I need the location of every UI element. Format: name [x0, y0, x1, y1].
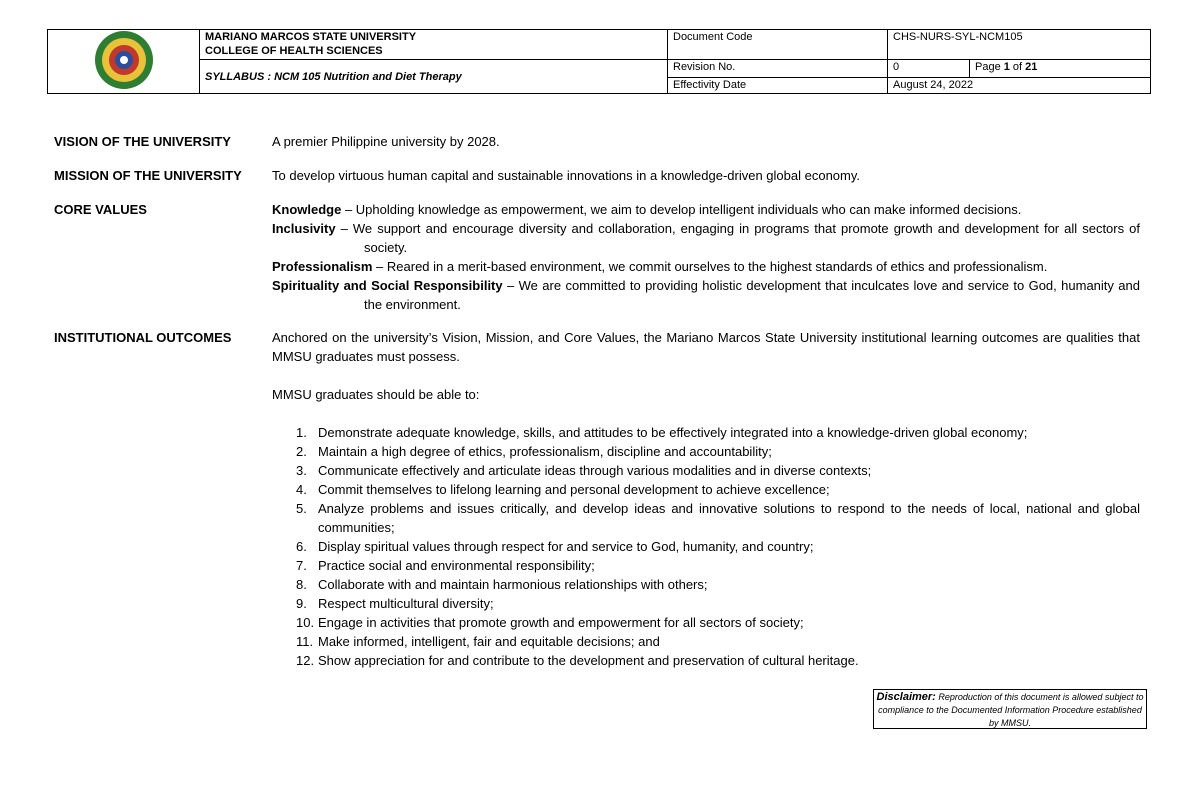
disclaimer-box	[873, 689, 1147, 729]
outcome-item	[272, 594, 1140, 613]
outcomes-intro: Anchored on the university’s Vision, Mission, and Core Values, the Mariano Marcos State University institutional learning outcomes are qualities that MMSU graduates must possess.	[272, 330, 1140, 364]
outcome-item	[272, 537, 1140, 556]
core-value-item	[272, 200, 1140, 219]
outcome-number: 1.	[296, 425, 307, 440]
doc-code-label-cell	[668, 30, 888, 60]
effectivity-value: August 24, 2022	[893, 79, 974, 91]
core-value-desc: – We are committed to providing holistic development that inculcates love and service to God, humanity and the environment.	[364, 278, 1140, 312]
page-total: 21	[1025, 61, 1038, 73]
outcome-text: Respect multicultural diversity;	[318, 596, 494, 611]
page-current: 1	[1003, 61, 1010, 73]
university-name-cell	[200, 30, 668, 60]
outcome-text: Show appreciation for and contribute to the development and preservation of cultural heritage.	[318, 653, 859, 668]
core-value-item	[272, 219, 1140, 257]
core-value-desc: – Reared in a merit-based environment, we commit ourselves to the highest standards of ethics and professionalism.	[372, 259, 1048, 274]
university-name: MARIANO MARCOS STATE UNIVERSITY	[205, 31, 417, 43]
core-value-term: Spirituality and Social Responsibility	[272, 278, 503, 293]
outcome-text: Collaborate with and maintain harmonious relationships with others;	[318, 577, 708, 592]
outcome-item	[272, 461, 1140, 480]
core-value-desc: – Upholding knowledge as empowerment, we aim to develop intelligent individuals who can make informed decisions.	[341, 202, 1022, 217]
vision-label: VISION OF THE UNIVERSITY	[54, 134, 231, 149]
doc-code-label: Document Code	[673, 31, 753, 43]
outcome-number: 5.	[296, 501, 307, 516]
revision-value-cell	[888, 60, 970, 78]
institutional-outcomes-label: INSTITUTIONAL OUTCOMES	[54, 330, 232, 345]
syllabus-title-cell	[200, 60, 668, 94]
core-value-term: Inclusivity	[272, 221, 336, 236]
doc-code-value-cell	[888, 30, 1151, 60]
outcome-text: Display spiritual values through respect for and service to God, humanity, and country;	[318, 539, 814, 554]
outcome-text: Demonstrate adequate knowledge, skills, and attitudes to be effectively integrated into a knowledge-driven global economy;	[318, 425, 1028, 440]
outcome-item	[272, 651, 1140, 670]
outcome-item	[272, 499, 1140, 537]
core-value-item	[272, 276, 1140, 314]
mission-text: To develop virtuous human capital and sustainable innovations in a knowledge-driven global economy.	[272, 168, 861, 183]
page-number	[975, 60, 1145, 74]
outcome-item	[272, 575, 1140, 594]
outcomes-lead: MMSU graduates should be able to:	[272, 387, 480, 402]
core-value-desc: – We support and encourage diversity and collaboration, engaging in programs that promote growth and development for all sectors of society.	[335, 221, 1140, 255]
revision-label-cell	[668, 60, 888, 78]
outcome-item	[272, 480, 1140, 499]
syllabus-prefix: SYLLABUS :	[205, 70, 275, 83]
outcome-text: Engage in activities that promote growth and empowerment for all sectors of society;	[318, 615, 804, 630]
disclaimer-text: Reproduction of this document is allowed subject to compliance to the Documented Information Procedure established by MMSU.	[878, 692, 1144, 728]
outcome-number: 3.	[296, 463, 307, 478]
outcome-item	[272, 556, 1140, 575]
outcome-item	[272, 632, 1140, 651]
core-values-label: CORE VALUES	[54, 202, 147, 217]
revision-label: Revision No.	[673, 61, 736, 73]
core-value-term: Knowledge	[272, 202, 342, 217]
outcome-number: 4.	[296, 482, 307, 497]
syllabus-course: NCM 105 Nutrition and Diet Therapy	[274, 70, 462, 83]
core-value-item	[272, 257, 1140, 276]
outcome-text: Make informed, intelligent, fair and equitable decisions; and	[318, 634, 660, 649]
college-name: COLLEGE OF HEALTH SCIENCES	[205, 45, 383, 57]
outcome-item	[272, 423, 1140, 442]
doc-code-value: CHS-NURS-SYL-NCM105	[893, 31, 1023, 43]
mission-label: MISSION OF THE UNIVERSITY	[54, 168, 242, 183]
page-number-cell	[970, 60, 1151, 78]
university-seal-logo	[92, 30, 156, 90]
core-value-term: Professionalism	[272, 259, 373, 274]
outcome-number: 2.	[296, 444, 307, 459]
outcome-number: 8.	[296, 577, 307, 592]
institutional-outcomes-body	[272, 328, 1140, 670]
logo-cell	[48, 30, 200, 94]
outcome-item	[272, 613, 1140, 632]
outcome-number: 6.	[296, 539, 307, 554]
outcome-number: 12.	[296, 653, 315, 668]
outcome-number: 7.	[296, 558, 307, 573]
effectivity-value-cell	[888, 78, 1151, 94]
outcome-text: Maintain a high degree of ethics, professionalism, discipline and accountability;	[318, 444, 772, 459]
disclaimer-label: Disclaimer:	[876, 691, 936, 703]
outcomes-list	[272, 423, 1140, 670]
effectivity-label: Effectivity Date	[673, 79, 747, 91]
page-of: of	[1009, 61, 1026, 73]
outcome-number: 11.	[296, 634, 314, 649]
page-prefix: Page	[975, 61, 1004, 73]
outcome-text: Communicate effectively and articulate ideas through various modalities and in diverse contexts;	[318, 463, 872, 478]
document-header-table	[47, 29, 1151, 94]
outcome-item	[272, 442, 1140, 461]
outcome-text: Commit themselves to lifelong learning and personal development to achieve excellence;	[318, 482, 830, 497]
core-values-list	[272, 200, 1140, 314]
revision-value: 0	[893, 61, 900, 73]
vision-text: A premier Philippine university by 2028.	[272, 134, 500, 149]
outcome-number: 9.	[296, 596, 307, 611]
outcome-number: 10.	[296, 615, 315, 630]
outcome-text: Practice social and environmental responsibility;	[318, 558, 595, 573]
effectivity-label-cell	[668, 78, 888, 94]
outcome-text: Analyze problems and issues critically, and develop ideas and innovative solutions to respond to the needs of local, national and global communities;	[318, 501, 1140, 535]
